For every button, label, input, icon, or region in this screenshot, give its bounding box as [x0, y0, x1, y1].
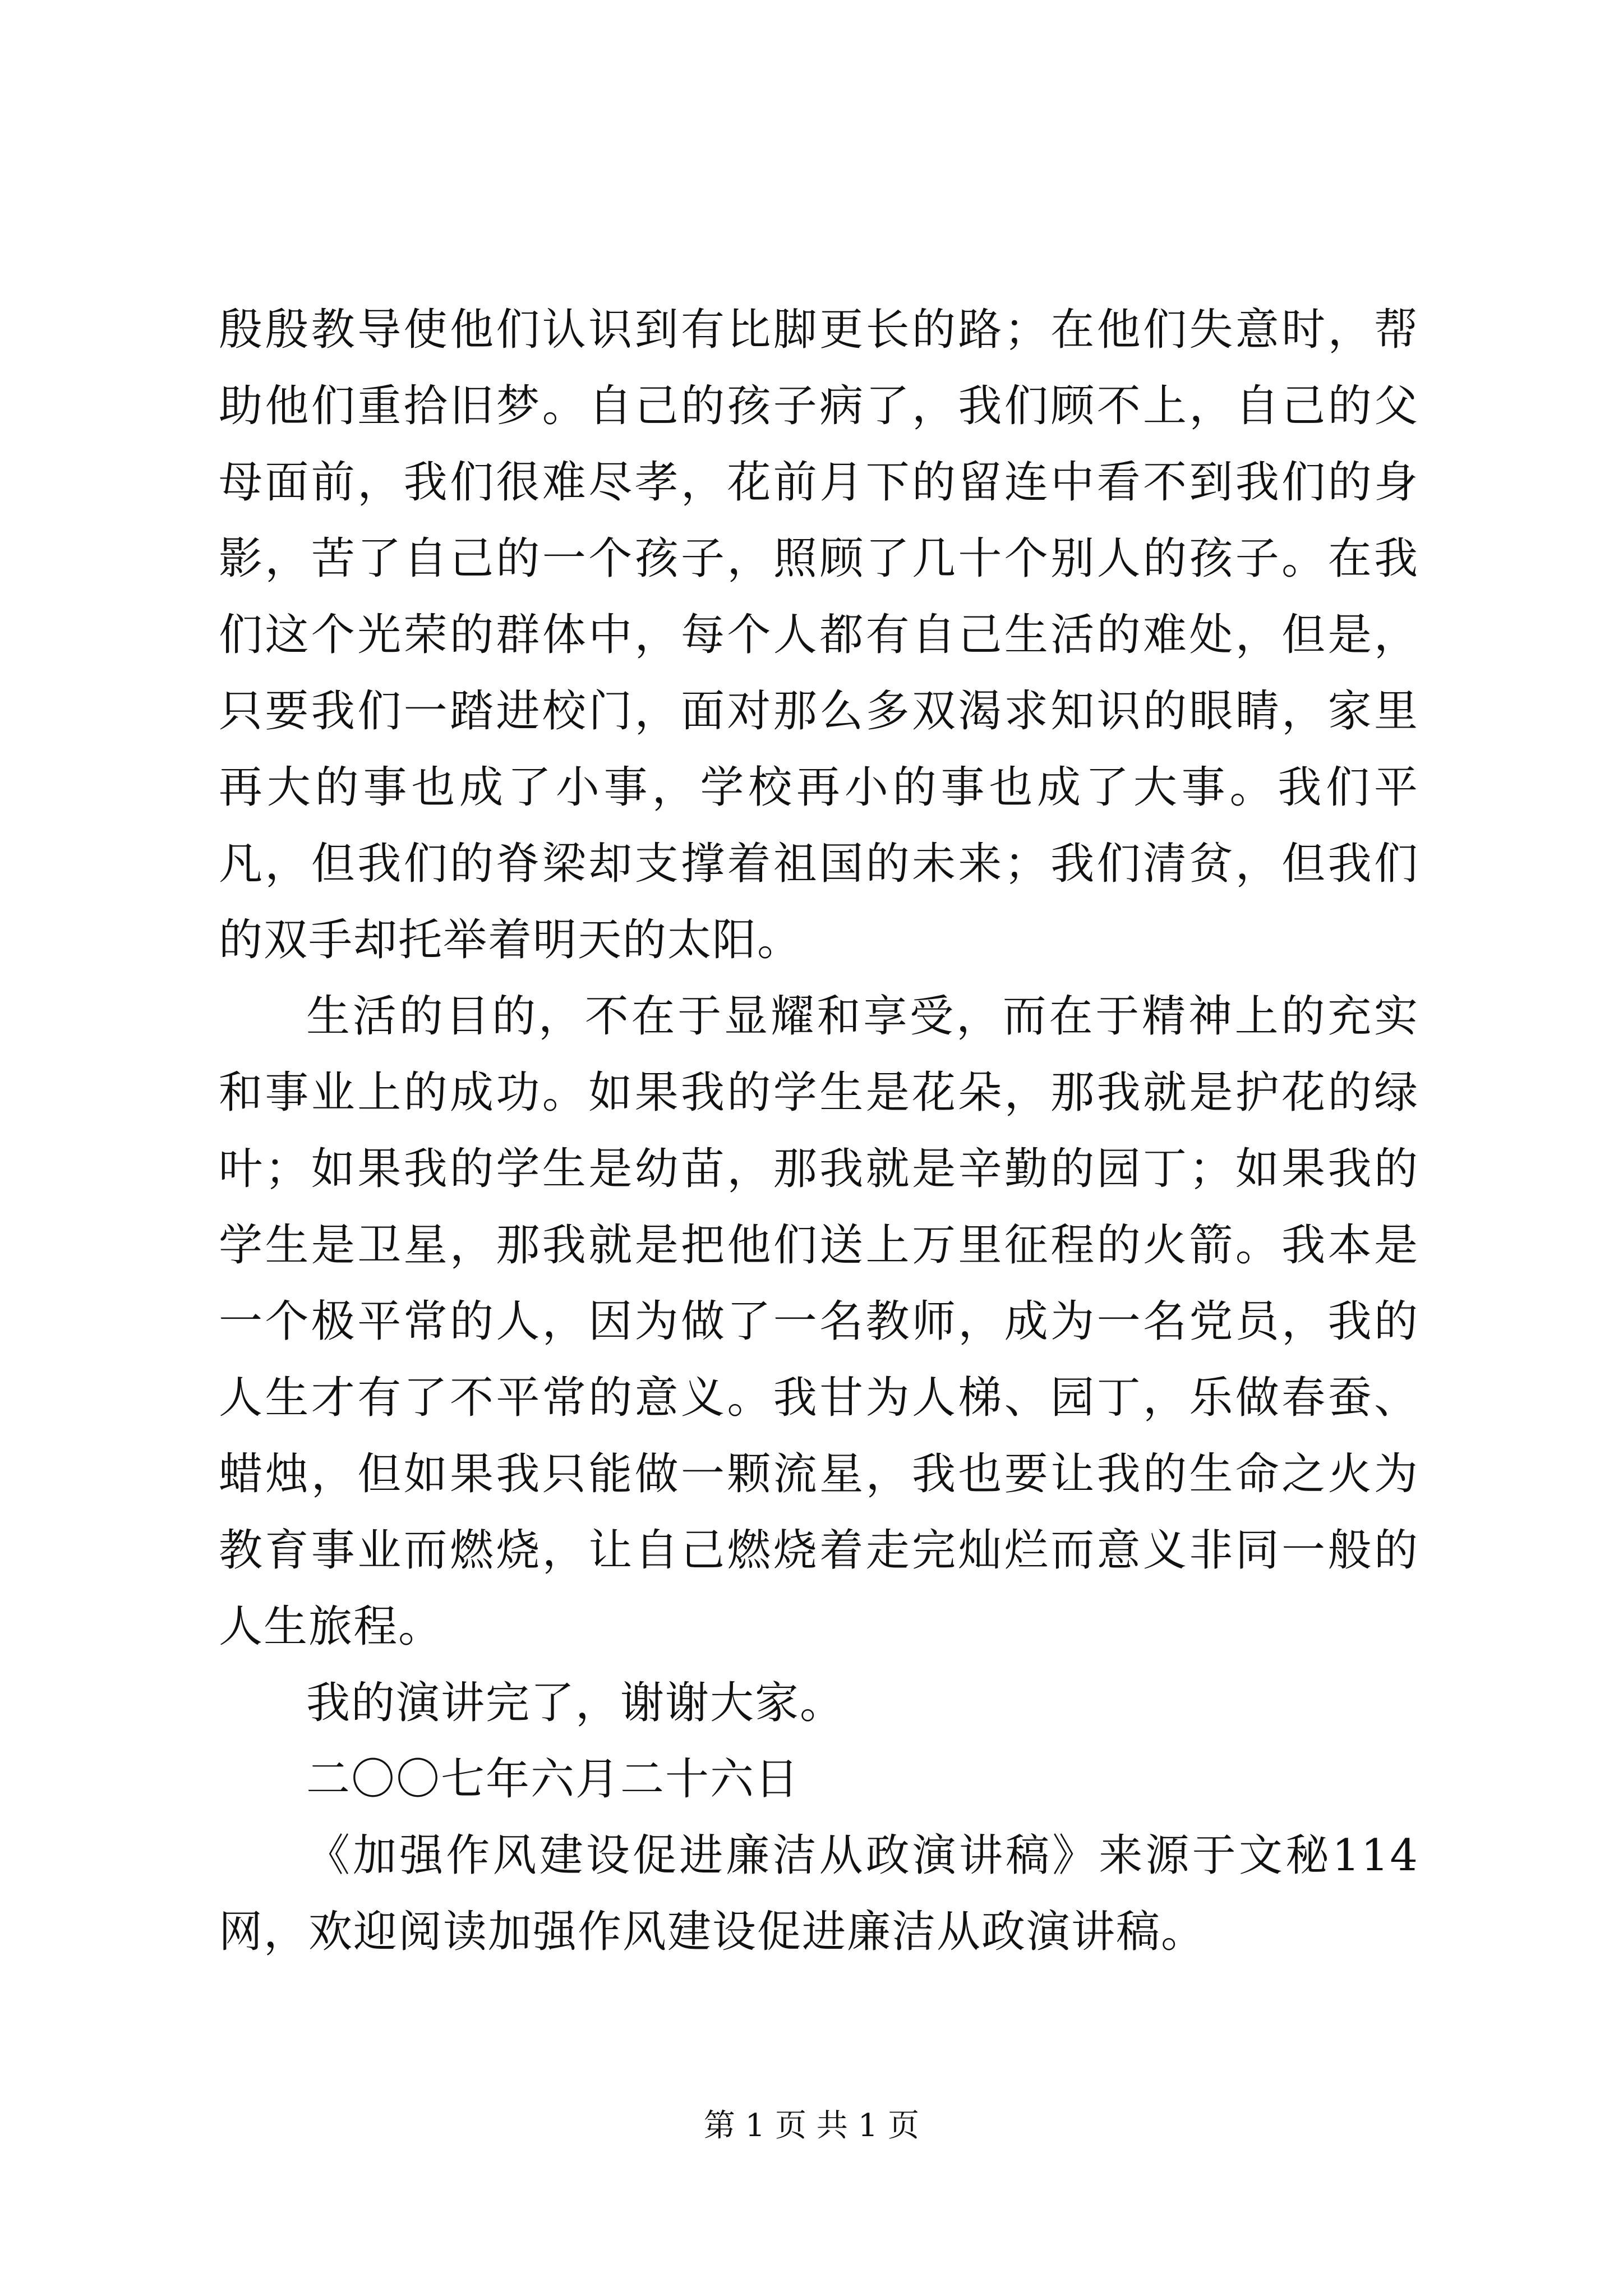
paragraph-date: 二〇〇七年六月二十六日 — [306, 1754, 800, 1805]
paragraph-continuation: 殷殷教导使他们认识到有比脚更长的路；在他们失意时，帮助他们重拾旧梦。自己的孩子病了，我们顾不上，自己的父母面前，我们很难尽孝，花前月下的留连中看不到我们的身影，苦了自己的一个孩子，照顾了几十个别人的孩子。在我们这个光荣的群体中，每个人都有自己生活的难处，但是，只要我们一踏进校门，面对那么多双渴求知识的眼睛，家里再大的事也成了小事，学校再小的事也成了大事。我们平凡，但我们的脊梁却支撑着祖国的未来；我们清贫，但我们的双手却托举着明天的太阳。 — [219, 305, 1419, 965]
paragraph-closing: 我的演讲完了，谢谢大家。 — [306, 1678, 845, 1728]
page-footer: 第 1 页 共 1 页 — [703, 2108, 920, 2144]
document-body — [219, 292, 1419, 1970]
paragraph-life-purpose: 生活的目的，不在于显耀和享受，而在于精神上的充实和事业上的成功。如果我的学生是花朵，那我就是护花的绿叶；如果我的学生是幼苗，那我就是辛勤的园丁；如果我的学生是卫星，那我就是把他们送上万里征程的火箭。我本是一个极平常的人，因为做了一名教师，成为一名党员，我的人生才有了不平常的意义。我甘为人梯、园丁，乐做春蚕、蜡烛，但如果我只能做一颗流星，我也要让我的生命之火为教育事业而燃烧，让自己燃烧着走完灿烂而意义非同一般的人生旅程。 — [219, 991, 1419, 1652]
paragraph-source-note: 《加强作风建设促进廉洁从政演讲稿》来源于文秘114网，欢迎阅读加强作风建设促进廉洁从政演讲稿。 — [219, 1830, 1419, 1957]
